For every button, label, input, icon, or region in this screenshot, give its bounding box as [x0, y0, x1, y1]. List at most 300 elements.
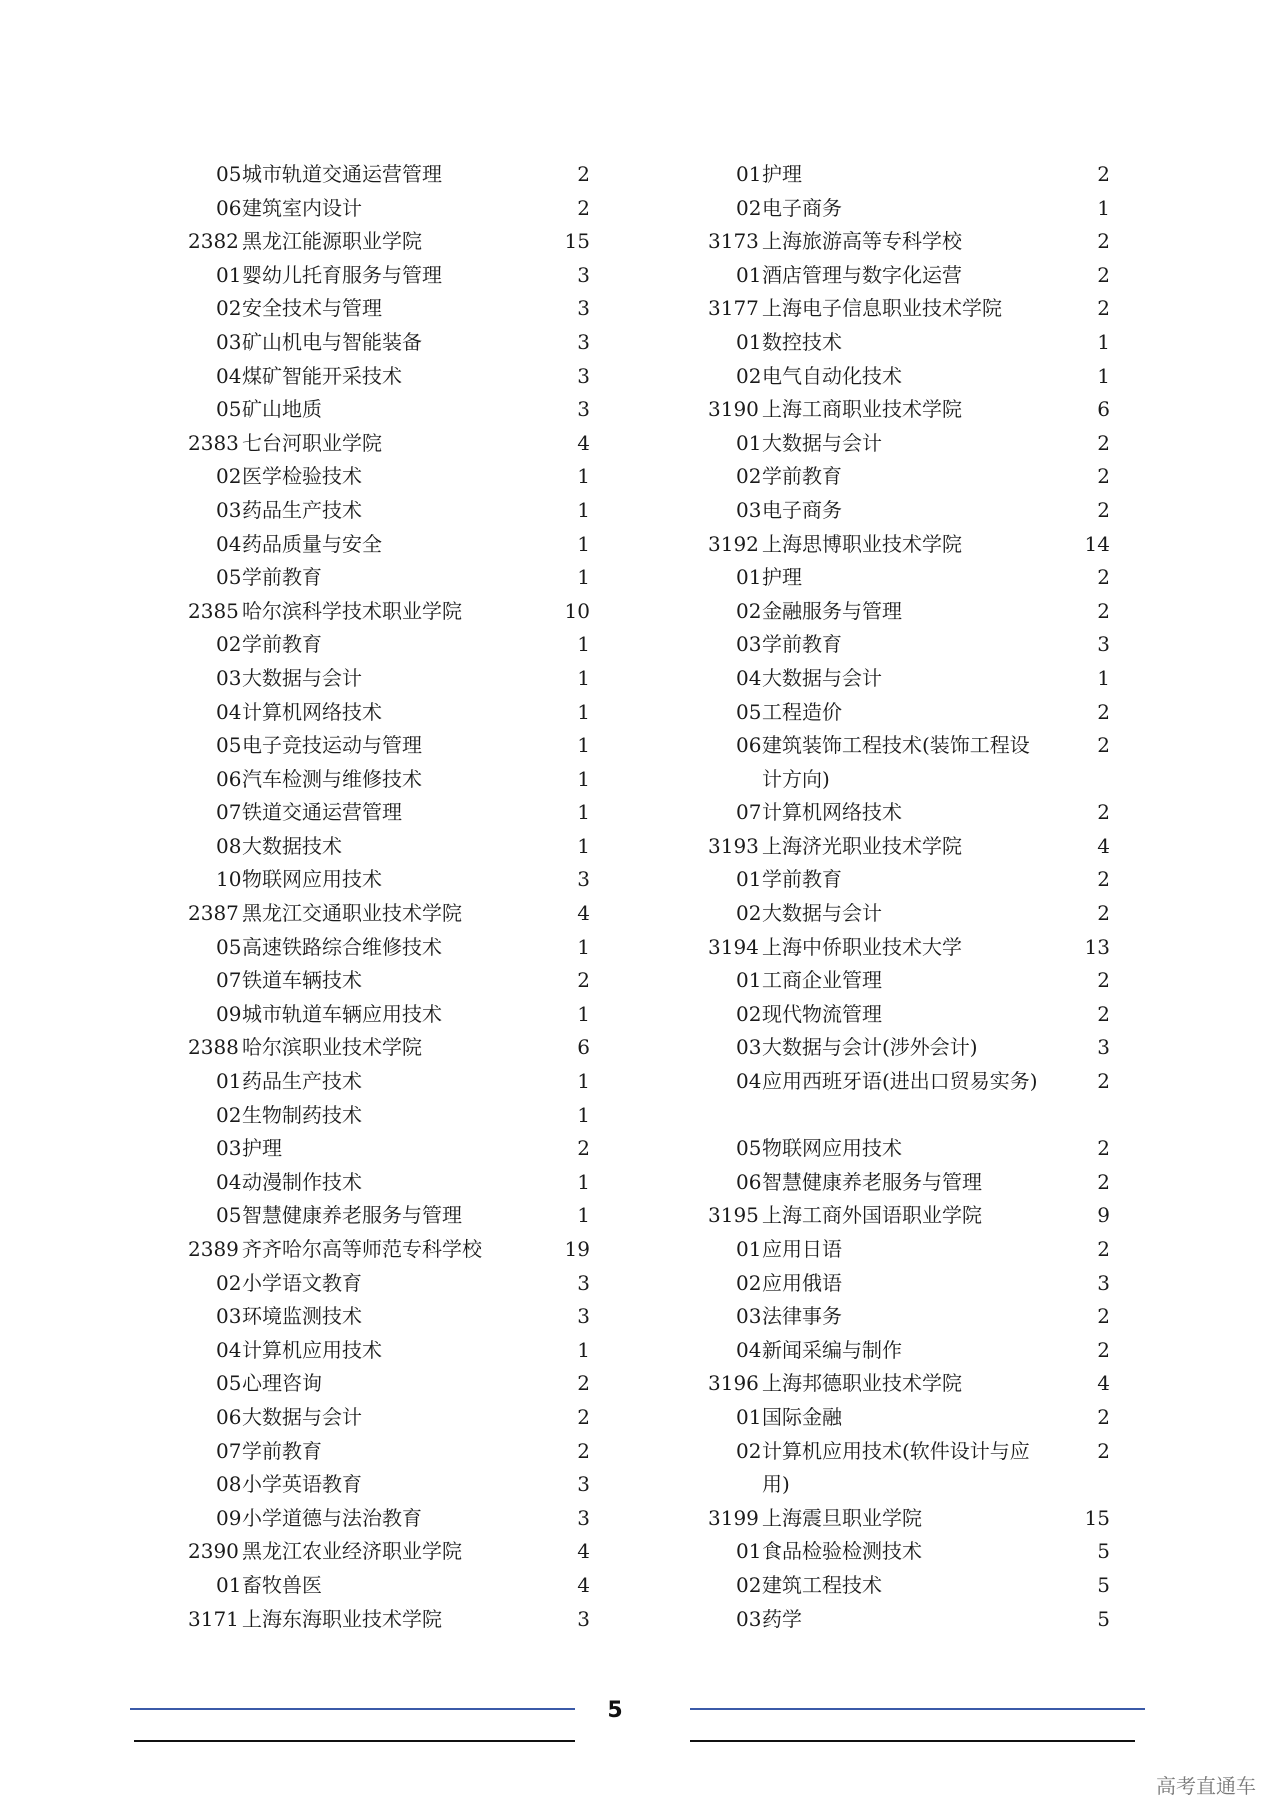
major-code: 01 [216, 262, 242, 287]
major-name: 电子商务 [762, 195, 842, 220]
enrollment-count: 2 [1097, 1169, 1110, 1194]
major-row [710, 696, 1110, 730]
school-name: 上海东海职业技术学院 [242, 1606, 442, 1631]
enrollment-count: 2 [1097, 1237, 1110, 1261]
major-code: 04 [216, 363, 242, 388]
major-code: 05 [736, 1136, 762, 1161]
major-row [190, 1199, 590, 1233]
enrollment-count: 3 [1097, 1270, 1110, 1295]
major-code: 07 [216, 1438, 242, 1463]
enrollment-count: 15 [564, 229, 590, 254]
major-name: 物联网应用技术 [242, 867, 382, 892]
major-name: 数控技术 [762, 329, 842, 354]
enrollment-count: 3 [577, 1472, 590, 1497]
major-row [190, 393, 590, 427]
footer-rule-left-bottom [134, 1740, 575, 1742]
school-row [710, 1367, 1110, 1401]
enrollment-count: 1 [577, 1203, 590, 1228]
enrollment-count: 5 [1097, 1606, 1110, 1631]
enrollment-count: 19 [564, 1237, 590, 1261]
major-name: 智慧健康养老服务与管理 [242, 1203, 462, 1228]
major-row [710, 360, 1110, 394]
major-code: 07 [736, 800, 762, 825]
school-row [710, 393, 1110, 427]
enrollment-count: 2 [1097, 867, 1110, 892]
enrollment-count: 1 [577, 699, 590, 724]
major-name: 法律事务 [762, 1304, 842, 1329]
major-name: 大数据与会计 [242, 1404, 362, 1429]
enrollment-count: 2 [577, 195, 590, 220]
major-row [710, 427, 1110, 461]
major-row [190, 1502, 590, 1536]
enrollment-count: 2 [1097, 1337, 1110, 1362]
right-column [710, 158, 1110, 1636]
school-name: 七台河职业学院 [242, 430, 382, 455]
enrollment-count: 6 [1097, 397, 1110, 422]
enrollment-count: 1 [577, 1337, 590, 1362]
school-code: 3171 [188, 1606, 239, 1631]
major-name: 药品质量与安全 [242, 531, 382, 556]
major-code: 04 [736, 1337, 762, 1362]
major-row [190, 931, 590, 965]
major-code: 04 [216, 531, 242, 556]
major-name: 计算机网络技术 [762, 800, 902, 825]
major-name: 护理 [762, 565, 802, 590]
major-row [190, 494, 590, 528]
major-row [190, 1401, 590, 1435]
major-row [710, 158, 1110, 192]
major-code: 05 [216, 397, 242, 422]
school-name: 哈尔滨职业技术学院 [242, 1035, 422, 1060]
major-name: 工程造价 [762, 699, 842, 724]
enrollment-count: 2 [1097, 1001, 1110, 1026]
major-name: 计算机应用技术 [242, 1337, 382, 1362]
major-row [190, 964, 590, 998]
major-code: 07 [216, 800, 242, 825]
enrollment-count: 2 [1097, 464, 1110, 489]
major-row [710, 1065, 1110, 1132]
enrollment-count: 2 [1097, 430, 1110, 455]
enrollment-count: 1 [577, 733, 590, 758]
major-code: 01 [216, 1572, 242, 1597]
major-name: 小学道德与法治教育 [242, 1505, 422, 1530]
major-row [190, 1468, 590, 1502]
major-name: 学前教育 [762, 632, 842, 657]
major-row [190, 1300, 590, 1334]
major-name: 新闻采编与制作 [762, 1337, 902, 1362]
major-name: 现代物流管理 [762, 1001, 882, 1026]
enrollment-count: 2 [577, 1404, 590, 1429]
major-row [190, 1166, 590, 1200]
major-code: 01 [736, 430, 762, 455]
school-row [710, 931, 1110, 965]
enrollment-count: 2 [577, 1136, 590, 1161]
footer-rule-right-bottom [690, 1740, 1135, 1742]
major-row [710, 595, 1110, 629]
major-code: 03 [216, 1136, 242, 1161]
major-code: 04 [736, 1069, 762, 1094]
major-name: 城市轨道交通运营管理 [242, 162, 442, 186]
school-name: 上海旅游高等专科学校 [762, 229, 962, 254]
enrollment-count: 2 [1097, 733, 1110, 758]
major-row [710, 1401, 1110, 1435]
major-name: 计算机网络技术 [242, 699, 382, 724]
major-row [190, 662, 590, 696]
enrollment-count: 3 [577, 329, 590, 354]
major-code: 05 [736, 699, 762, 724]
enrollment-count: 1 [577, 766, 590, 791]
major-name: 煤矿智能开采技术 [242, 363, 402, 388]
major-name: 计算机应用技术(软件设计与应用) [762, 1438, 1030, 1497]
school-name: 齐齐哈尔高等师范专科学校 [242, 1237, 482, 1261]
major-code: 01 [736, 329, 762, 354]
major-row [710, 1435, 1110, 1502]
major-row [710, 192, 1110, 226]
school-name: 上海邦德职业技术学院 [762, 1371, 962, 1396]
enrollment-count: 3 [577, 1270, 590, 1295]
enrollment-count: 1 [577, 632, 590, 657]
enrollment-count: 1 [577, 800, 590, 825]
enrollment-count: 1 [577, 565, 590, 590]
major-code: 07 [216, 968, 242, 993]
page-number: 5 [607, 1698, 623, 1723]
school-name: 黑龙江交通职业技术学院 [242, 901, 462, 926]
major-code: 02 [736, 901, 762, 926]
major-name: 矿山地质 [242, 397, 322, 422]
major-name: 物联网应用技术 [762, 1136, 902, 1161]
major-name: 大数据与会计 [242, 665, 362, 690]
enrollment-count: 2 [1097, 598, 1110, 623]
footer-rule-right-top [690, 1708, 1145, 1710]
school-name: 上海济光职业技术学院 [762, 833, 962, 858]
major-code: 04 [216, 1169, 242, 1194]
major-code: 06 [216, 766, 242, 791]
major-row [710, 1334, 1110, 1368]
major-name: 护理 [242, 1136, 282, 1161]
enrollment-count: 1 [577, 934, 590, 959]
major-code: 08 [216, 833, 242, 858]
major-code: 09 [216, 1505, 242, 1530]
major-name: 城市轨道车辆应用技术 [242, 1001, 442, 1026]
enrollment-count: 1 [577, 464, 590, 489]
school-code: 3177 [708, 296, 759, 321]
major-row [190, 1334, 590, 1368]
major-code: 05 [216, 1371, 242, 1396]
major-name: 应用日语 [762, 1237, 842, 1261]
school-row [190, 897, 590, 931]
major-code: 06 [216, 1404, 242, 1429]
enrollment-count: 2 [577, 1371, 590, 1396]
enrollment-count: 3 [577, 262, 590, 287]
school-code: 3199 [708, 1505, 759, 1530]
enrollment-count: 4 [577, 901, 590, 926]
major-name: 高速铁路综合维修技术 [242, 934, 442, 959]
major-row [710, 259, 1110, 293]
major-name: 婴幼儿托育服务与管理 [242, 262, 442, 287]
enrollment-count: 13 [1084, 934, 1110, 959]
major-row [190, 259, 590, 293]
major-row [190, 528, 590, 562]
major-row [190, 830, 590, 864]
footer-rule-left-top [130, 1708, 575, 1710]
enrollment-count: 15 [1084, 1505, 1110, 1530]
enrollment-count: 4 [1097, 833, 1110, 858]
school-code: 2383 [188, 430, 239, 455]
major-row [710, 1267, 1110, 1301]
major-code: 01 [736, 1237, 762, 1261]
major-name: 环境监测技术 [242, 1304, 362, 1329]
major-code: 05 [216, 1203, 242, 1228]
enrollment-count: 1 [577, 497, 590, 522]
major-row [190, 696, 590, 730]
school-row [190, 1233, 590, 1267]
enrollment-count: 1 [1097, 329, 1110, 354]
school-name: 上海工商职业技术学院 [762, 397, 962, 422]
major-row [710, 662, 1110, 696]
major-row [710, 729, 1110, 796]
major-code: 06 [736, 1169, 762, 1194]
major-code: 02 [216, 1270, 242, 1295]
school-row [710, 225, 1110, 259]
major-code: 02 [736, 464, 762, 489]
major-name: 应用西班牙语(进出口贸易实务) [762, 1069, 1038, 1094]
school-code: 3196 [708, 1371, 759, 1396]
major-code: 08 [216, 1472, 242, 1497]
school-row [190, 595, 590, 629]
school-code: 3195 [708, 1203, 759, 1228]
major-name: 金融服务与管理 [762, 598, 902, 623]
major-row [710, 1300, 1110, 1334]
major-name: 大数据与会计(涉外会计) [762, 1035, 978, 1060]
major-name: 工商企业管理 [762, 968, 882, 993]
enrollment-count: 3 [577, 296, 590, 321]
major-row [710, 494, 1110, 528]
enrollment-count: 4 [577, 1572, 590, 1597]
major-name: 安全技术与管理 [242, 296, 382, 321]
school-code: 3192 [708, 531, 759, 556]
major-code: 02 [736, 1001, 762, 1026]
enrollment-count: 5 [1097, 1539, 1110, 1564]
school-row [710, 1199, 1110, 1233]
enrollment-count: 1 [577, 665, 590, 690]
major-row [710, 1233, 1110, 1267]
enrollment-count: 2 [1097, 699, 1110, 724]
enrollment-count: 2 [1097, 901, 1110, 926]
enrollment-count: 4 [1097, 1371, 1110, 1396]
school-code: 3193 [708, 833, 759, 858]
major-row [190, 460, 590, 494]
major-name: 药学 [762, 1606, 802, 1631]
major-name: 护理 [762, 162, 802, 186]
enrollment-count: 1 [577, 833, 590, 858]
major-name: 药品生产技术 [242, 1069, 362, 1094]
school-row [710, 830, 1110, 864]
enrollment-count: 2 [1097, 1069, 1110, 1094]
school-code: 2388 [188, 1035, 239, 1060]
school-name: 黑龙江能源职业学院 [242, 229, 422, 254]
enrollment-count: 2 [1097, 262, 1110, 287]
enrollment-count: 3 [1097, 632, 1110, 657]
major-code: 03 [736, 632, 762, 657]
school-row [710, 528, 1110, 562]
major-code: 01 [736, 162, 762, 186]
major-name: 智慧健康养老服务与管理 [762, 1169, 982, 1194]
enrollment-count: 1 [1097, 195, 1110, 220]
major-code: 03 [736, 497, 762, 522]
major-code: 04 [736, 665, 762, 690]
enrollment-count: 2 [1097, 229, 1110, 254]
major-code: 03 [736, 1304, 762, 1329]
enrollment-count: 10 [564, 598, 590, 623]
major-row [710, 1031, 1110, 1065]
major-row [190, 763, 590, 797]
major-row [190, 863, 590, 897]
major-name: 铁道交通运营管理 [242, 800, 402, 825]
major-code: 09 [216, 1001, 242, 1026]
school-row [190, 427, 590, 461]
school-row [710, 292, 1110, 326]
major-row [710, 1569, 1110, 1603]
major-name: 小学英语教育 [242, 1472, 362, 1497]
enrollment-count: 1 [1097, 363, 1110, 388]
major-name: 小学语文教育 [242, 1270, 362, 1295]
enrollment-count: 3 [577, 397, 590, 422]
school-code: 3194 [708, 934, 759, 959]
school-name: 黑龙江农业经济职业学院 [242, 1539, 462, 1564]
enrollment-count: 3 [1097, 1035, 1110, 1060]
major-row [190, 1099, 590, 1133]
major-name: 汽车检测与维修技术 [242, 766, 422, 791]
major-row [190, 998, 590, 1032]
major-code: 03 [216, 1304, 242, 1329]
major-row [190, 1065, 590, 1099]
enrollment-count: 2 [1097, 800, 1110, 825]
major-name: 生物制药技术 [242, 1102, 362, 1127]
major-row [190, 1435, 590, 1469]
major-row [710, 863, 1110, 897]
enrollment-count: 1 [577, 1001, 590, 1026]
major-name: 学前教育 [242, 1438, 322, 1463]
major-row [710, 796, 1110, 830]
major-code: 02 [736, 1572, 762, 1597]
school-row [190, 1603, 590, 1637]
major-name: 学前教育 [762, 464, 842, 489]
major-name: 铁道车辆技术 [242, 968, 362, 993]
major-name: 建筑装饰工程技术(装饰工程设计方向) [762, 733, 1030, 791]
enrollment-count: 2 [1097, 968, 1110, 993]
enrollment-count: 2 [1097, 1438, 1110, 1463]
major-name: 学前教育 [762, 867, 842, 892]
major-row [710, 326, 1110, 360]
enrollment-count: 1 [577, 531, 590, 556]
major-name: 建筑工程技术 [762, 1572, 882, 1597]
enrollment-count: 1 [577, 1069, 590, 1094]
major-name: 学前教育 [242, 565, 322, 590]
major-name: 动漫制作技术 [242, 1169, 362, 1194]
enrollment-count: 9 [1097, 1203, 1110, 1228]
school-code: 2382 [188, 229, 239, 254]
major-code: 03 [216, 329, 242, 354]
school-row [190, 1031, 590, 1065]
enrollment-count: 5 [1097, 1572, 1110, 1597]
major-code: 01 [736, 968, 762, 993]
major-row [190, 1569, 590, 1603]
major-row [710, 628, 1110, 662]
enrollment-count: 3 [577, 363, 590, 388]
major-row [190, 158, 590, 192]
school-name: 上海中侨职业技术大学 [762, 934, 962, 959]
major-name: 建筑室内设计 [242, 195, 362, 220]
major-name: 电子商务 [762, 497, 842, 522]
major-name: 大数据与会计 [762, 901, 882, 926]
school-name: 上海电子信息职业技术学院 [762, 296, 1002, 321]
enrollment-count: 2 [1097, 565, 1110, 590]
enrollment-count: 14 [1084, 531, 1110, 556]
major-code: 02 [216, 464, 242, 489]
enrollment-count: 2 [1097, 296, 1110, 321]
major-code: 02 [736, 363, 762, 388]
school-code: 3173 [708, 229, 759, 254]
enrollment-count: 2 [1097, 1136, 1110, 1161]
major-row [710, 1603, 1110, 1637]
major-code: 02 [736, 598, 762, 623]
major-code: 04 [216, 1337, 242, 1362]
enrollment-count: 2 [1097, 162, 1110, 186]
school-name: 上海工商外国语职业学院 [762, 1203, 982, 1228]
major-name: 食品检验检测技术 [762, 1539, 922, 1564]
major-row [710, 1166, 1110, 1200]
major-name: 大数据与会计 [762, 430, 882, 455]
major-name: 畜牧兽医 [242, 1572, 322, 1597]
major-row [190, 729, 590, 763]
school-code: 3190 [708, 397, 759, 422]
school-code: 2387 [188, 901, 239, 926]
major-row [190, 192, 590, 226]
major-code: 02 [736, 1270, 762, 1295]
enrollment-count: 4 [577, 1539, 590, 1564]
major-code: 05 [216, 565, 242, 590]
major-name: 大数据与会计 [762, 665, 882, 690]
major-code: 05 [216, 934, 242, 959]
major-row [710, 1132, 1110, 1166]
major-code: 01 [736, 1539, 762, 1564]
major-row [190, 1367, 590, 1401]
major-row [190, 1267, 590, 1301]
major-code: 01 [736, 565, 762, 590]
enrollment-count: 6 [577, 1035, 590, 1060]
enrollment-count: 2 [1097, 1404, 1110, 1429]
major-code: 06 [736, 733, 762, 758]
major-code: 03 [736, 1035, 762, 1060]
major-code: 04 [216, 699, 242, 724]
major-row [710, 1535, 1110, 1569]
school-name: 上海思博职业技术学院 [762, 531, 962, 556]
major-row [710, 460, 1110, 494]
school-code: 2390 [188, 1539, 239, 1564]
watermark: 高考直通车 [1156, 1774, 1256, 1798]
major-code: 03 [216, 497, 242, 522]
major-code: 01 [736, 1404, 762, 1429]
school-row [190, 225, 590, 259]
major-code: 02 [736, 195, 762, 220]
major-name: 医学检验技术 [242, 464, 362, 489]
enrollment-count: 2 [577, 968, 590, 993]
enrollment-count: 1 [577, 1169, 590, 1194]
enrollment-count: 2 [577, 162, 590, 186]
enrollment-count: 2 [577, 1438, 590, 1463]
major-name: 药品生产技术 [242, 497, 362, 522]
major-code: 01 [736, 867, 762, 892]
